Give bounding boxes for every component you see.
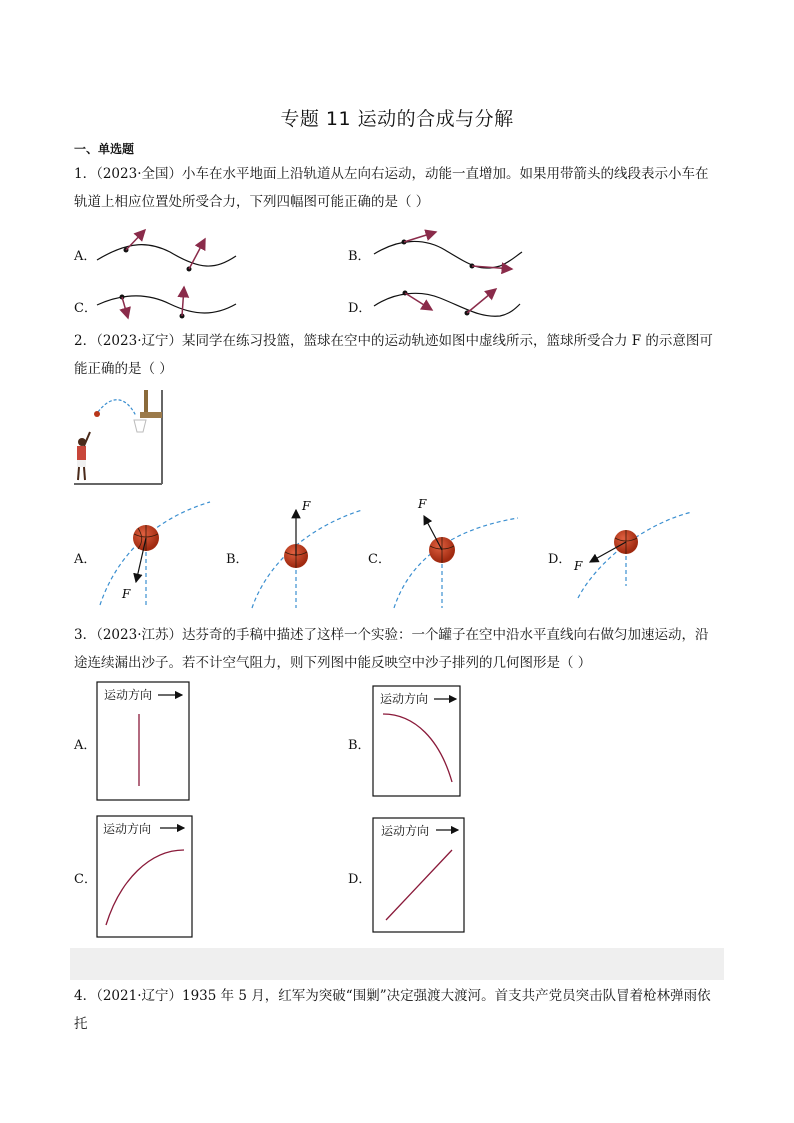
section-heading: 一、单选题 (74, 142, 135, 156)
q2-option-c-label: C． (368, 552, 391, 567)
gray-band (70, 948, 724, 980)
basketball-scene-illustration (70, 388, 170, 490)
q2-figure-a (100, 502, 210, 605)
q1-option-a-label: A． (74, 249, 97, 264)
q1-figure-a (97, 230, 236, 272)
q2-option-a-label: A． (74, 552, 97, 567)
q2-a-force-label: F (122, 587, 131, 601)
q3-c-motion-label: 运动方向 (103, 822, 152, 836)
q3-option-a-label: A． (74, 738, 97, 753)
q3-figure-b (373, 686, 460, 796)
q3-sand-figures (0, 670, 794, 945)
q3-option-b-label: B． (348, 738, 371, 753)
question-2-line-1: 2．（2023·辽宁）某同学在练习投篮，篮球在空中的运动轨迹如图中虚线所示，篮球所受合力 F 的示意图可 (74, 333, 713, 349)
q1-track-figures (0, 0, 794, 330)
question-4-line-1: 4．（2021·辽宁）1935 年 5 月，红军为突破“围剿”决定强渡大渡河。首支共产党员突击队冒着枪林弹雨依托 (74, 988, 711, 1032)
q2-option-b-label: B． (226, 552, 249, 567)
q2-option-d-label: D． (548, 552, 572, 567)
question-2-text (74, 327, 724, 383)
page-title: 专题 11 运动的合成与分解 (280, 108, 514, 130)
q1-figure-b (374, 232, 522, 269)
q1-option-c-label: C． (74, 301, 97, 316)
question-1-line-1: 1．（2023·全国）小车在水平地面上沿轨道从左向右运动，动能一直增加。如果用带箭头的线段表示小车在 (74, 166, 709, 182)
q1-figure-c (97, 287, 236, 319)
q2-figure-d (573, 512, 692, 598)
q2-figure-c (394, 497, 518, 608)
q3-figure-a (97, 682, 189, 800)
q3-a-motion-label: 运动方向 (104, 688, 153, 702)
q1-option-b-label: B． (348, 249, 371, 264)
q3-d-motion-label: 运动方向 (381, 824, 430, 838)
question-3-line-2: 途连续漏出沙子。若不计空气阻力，则下列图中能反映空中沙子排列的几何图形是（ ） (74, 655, 592, 671)
q3-b-motion-label: 运动方向 (380, 692, 429, 706)
q3-figure-c (97, 816, 192, 937)
question-3-text (74, 621, 724, 677)
q2-figure-b (252, 499, 362, 608)
question-4-text (74, 982, 724, 1038)
q2-c-force-label: F (418, 497, 427, 511)
q3-figure-d (373, 818, 464, 932)
q2-force-figures (0, 490, 794, 610)
q1-figure-d (374, 289, 520, 316)
q2-b-force-label: F (302, 499, 311, 513)
q2-d-force-label: F (574, 559, 583, 573)
q3-option-c-label: C． (74, 872, 97, 887)
q3-option-d-label: D． (348, 872, 372, 887)
question-3-line-1: 3．（2023·江苏）达芬奇的手稿中描述了这样一个实验：一个罐子在空中沿水平直线向右做匀加速运动，沿 (74, 627, 709, 643)
question-2-line-2: 能正确的是（ ） (74, 361, 173, 377)
q1-option-d-label: D． (348, 301, 372, 316)
question-1-line-2: 轨道上相应位置处所受合力，下列四幅图可能正确的是（ ） (74, 194, 430, 210)
